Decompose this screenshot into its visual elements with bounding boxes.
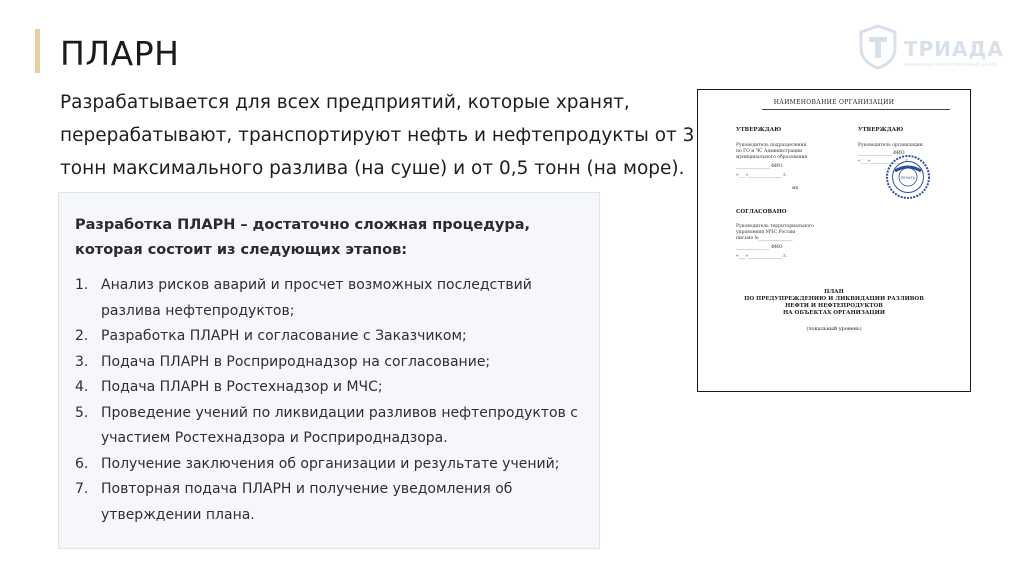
stage-item: [75, 324, 590, 350]
doc-agreed-sig-2: управления МЧС России: [736, 230, 796, 235]
triada-logo: [858, 24, 1008, 76]
doc-right-sig-1: Руководитель организации: [858, 143, 923, 148]
doc-org-name: НАИМЕНОВАНИЕ ОРГАНИЗАЦИИ: [773, 99, 895, 106]
stages-heading-line-2: которая состоит из следующих этапов:: [75, 242, 408, 258]
doc-agreed: СОГЛАСОВАНО: [736, 209, 787, 215]
stage-text: Разработка ПЛАРН и согласование с Заказчиком;: [101, 328, 467, 344]
stages-heading-line-1: Разработка ПЛАРН – достаточно сложная процедура,: [75, 217, 531, 233]
stage-item: [75, 273, 590, 324]
stage-number: 6.: [75, 455, 89, 472]
doc-divider: [762, 109, 950, 110]
doc-mp: мп: [792, 186, 799, 191]
stage-number: 4.: [75, 379, 89, 395]
stage-text: Подача ПЛАРН в Ростехнадзор и МЧС;: [101, 379, 383, 395]
stage-number: 1.: [75, 277, 89, 293]
logo-subtitle: инженерно-консалтинговый центр: [904, 62, 997, 68]
stages-list: [75, 273, 590, 528]
stage-item: [75, 477, 590, 528]
page-title: ПЛАРН: [60, 34, 180, 73]
doc-left-fio: _______________ ФИО: [736, 164, 783, 169]
logo-name: ТРИАДА: [904, 37, 1004, 61]
doc-plan-line-1: ПЛАН: [824, 289, 844, 295]
doc-plan-line-2: ПО ПРЕДУПРЕЖДЕНИЮ И ЛИКВИДАЦИИ РАЗЛИВОВ: [744, 296, 924, 302]
stage-item: [75, 401, 590, 452]
doc-plan-title: [698, 289, 970, 317]
doc-agreed-sig-3: письмо №_______________: [736, 236, 793, 241]
stage-number: 5.: [75, 404, 89, 421]
stage-text: Повторная подача ПЛАРН и получение уведомления об утверждении плана.: [101, 481, 513, 523]
shield-logo-icon: [858, 24, 898, 70]
stage-text: Получение заключения об организации и результате учений;: [101, 455, 560, 472]
doc-plan-line-4: НА ОБЪЕКТАХ ОРГАНИЗАЦИИ: [782, 310, 886, 316]
stages-heading: [75, 213, 575, 263]
stage-item: [75, 350, 590, 376]
doc-agreed-date: «___»_______________ г.: [736, 254, 788, 259]
stage-item: [75, 452, 590, 478]
stage-number: 2.: [75, 328, 89, 344]
stamp-seal: [885, 154, 931, 200]
doc-left-sig-2: по ГО и ЧС Администрации: [736, 149, 803, 154]
intro-paragraph: Разрабатывается для всех предприятий, которые хранят, перерабатывают, транспортируют нефть и нефтепродукты от 3 тонн максимального разлива (на суше) и от 0,5 тонн (на море).: [60, 92, 695, 179]
doc-approve-right: УТВЕРЖДАЮ: [858, 127, 904, 133]
stage-text: Анализ рисков аварий и просчет возможных последствий разлива нефтепродуктов;: [101, 277, 532, 319]
stage-number: 3.: [75, 353, 89, 370]
title-accent-bar: [35, 29, 40, 73]
doc-right-date: «___»_______________ г.: [858, 159, 910, 164]
stages-box: [58, 192, 600, 549]
doc-left-date: «___»_______________ г.: [736, 173, 788, 178]
doc-approve-left: УТВЕРЖДАЮ: [736, 127, 782, 133]
doc-plan-line-3: НЕФТИ И НЕФТЕПРОДУКТОВ: [785, 303, 883, 309]
doc-agreed-fio: _______________ ФИО: [736, 245, 783, 250]
doc-left-sig-1: Руководитель подразделения: [736, 143, 807, 148]
stage-text: Проведение учений по ликвидации разливов нефтепродуктов с участием Ростехнадзора и Росприроднадзора.: [101, 404, 579, 446]
stage-item: [75, 375, 590, 401]
stamp-seal-label: ПЕЧАТЬ: [900, 176, 916, 180]
stage-text: Подача ПЛАРН в Росприроднадзор на согласование;: [101, 353, 491, 370]
doc-right-fio: _______________ ФИО: [858, 151, 905, 156]
doc-level: (локальный уровень): [806, 326, 862, 332]
doc-agreed-sig-1: Руководитель территориального: [736, 224, 814, 229]
stage-number: 7.: [75, 481, 89, 497]
doc-left-sig-3: муниципального образования: [736, 155, 808, 160]
document-preview: [697, 89, 971, 392]
